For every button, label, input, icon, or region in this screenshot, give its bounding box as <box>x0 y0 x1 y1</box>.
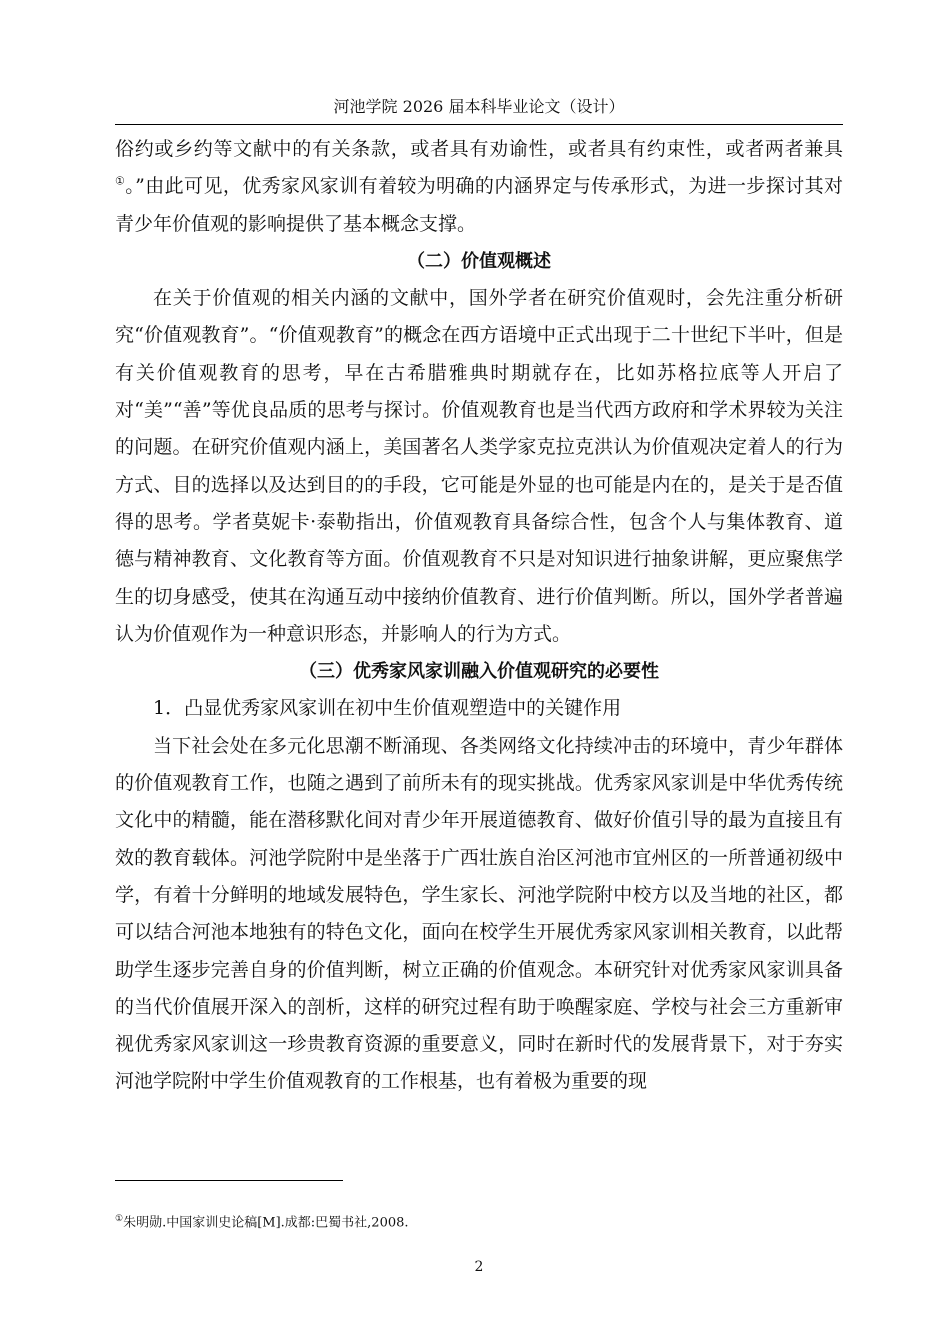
footnote-mark: ① <box>115 1214 124 1224</box>
footnote <box>115 1210 843 1232</box>
section-heading-2: （二）价值观概述 <box>407 250 551 272</box>
body-text <box>115 131 843 1101</box>
footnote-text: 朱明勋.中国家训史论稿[M].成都:巴蜀书社,2008. <box>123 1215 409 1231</box>
section-heading-3: （三）优秀家风家训融入价值观研究的必要性 <box>299 661 659 683</box>
header-rule <box>115 124 843 125</box>
running-header: 河池学院 2026 届本科毕业论文（设计） <box>333 97 625 116</box>
paragraph-2: 在关于价值观的相关内涵的文献中，国外学者在研究价值观时，会先注重分析研究“价值观教育”。“价值观教育”的概念在西方语境中正式出现于二十世纪下半叶，但是有关价值观教育的思考，早在古希腊雅典时期就存在，比如苏格拉底等人开启了对“美”“善”等优良品质的思考与探讨。价值观教育也是当代西方政府和学术界较为关注的问题。在研究价值观内涵上，美国著名人类学家克拉克洪认为价值观决定着人的行为方式、目的选择以及达到目的的手段，它可能是外显的也可能是内在的，是关于是否值得的思考。学者莫妮卡·泰勒指出，价值观教育具备综合性，包含个人与集体教育、道德与精神教育、文化教育等方面。价值观教育不只是对知识进行抽象讲解，更应聚焦学生的切身感受，使其在沟通互动中接纳价值教育、进行价值判断。所以，国外学者普遍认为价值观作为一种意识形态，并影响人的行为方式。 <box>115 287 843 645</box>
paragraph-3: 当下社会处在多元化思潮不断涌现、各类网络文化持续冲击的环境中，青少年群体的价值观教育工作，也随之遇到了前所未有的现实挑战。优秀家风家训是中华优秀传统文化中的精髓，能在潜移默化间对青少年开展道德教育、做好价值引导的最为直接且有效的教育载体。河池学院附中是坐落于广西壮族自治区河池市宜州区的一所普通初级中学，有着十分鲜明的地域发展特色，学生家长、河池学院附中校方以及当地的社区，都可以结合河池本地独有的特色文化，面向在校学生开展优秀家风家训相关教育，以此帮助学生逐步完善自身的价值判断，树立正确的价值观念。本研究针对优秀家风家训具备的当代价值展开深入的剖析，这样的研究过程有助于唤醒家庭、学校与社会三方重新审视优秀家风家训这一珍贵教育资源的重要意义，同时在新时代的发展背景下，对于夯实河池学院附中学生价值观教育的工作根基，也有着极为重要的现 <box>115 734 843 1093</box>
footnote-reference[interactable]: ① <box>115 174 126 188</box>
paragraph-1-part-a: 俗约或乡约等文献中的有关条款，或者具有劝谕性，或者具有约束性，或者两者兼具 <box>115 138 843 160</box>
paragraph-1-part-b: 。”由此可见，优秀家风家训有着较为明确的内涵界定与传承形式，为进一步探讨其对青少年价值观的影响提供了基本概念支撑。 <box>115 175 843 235</box>
subsection-heading-1: 1．凸显优秀家风家训在初中生价值观塑造中的关键作用 <box>153 697 622 720</box>
footnote-rule <box>115 1180 343 1181</box>
paragraph-1 <box>115 131 843 243</box>
page-number: 2 <box>474 1259 484 1275</box>
